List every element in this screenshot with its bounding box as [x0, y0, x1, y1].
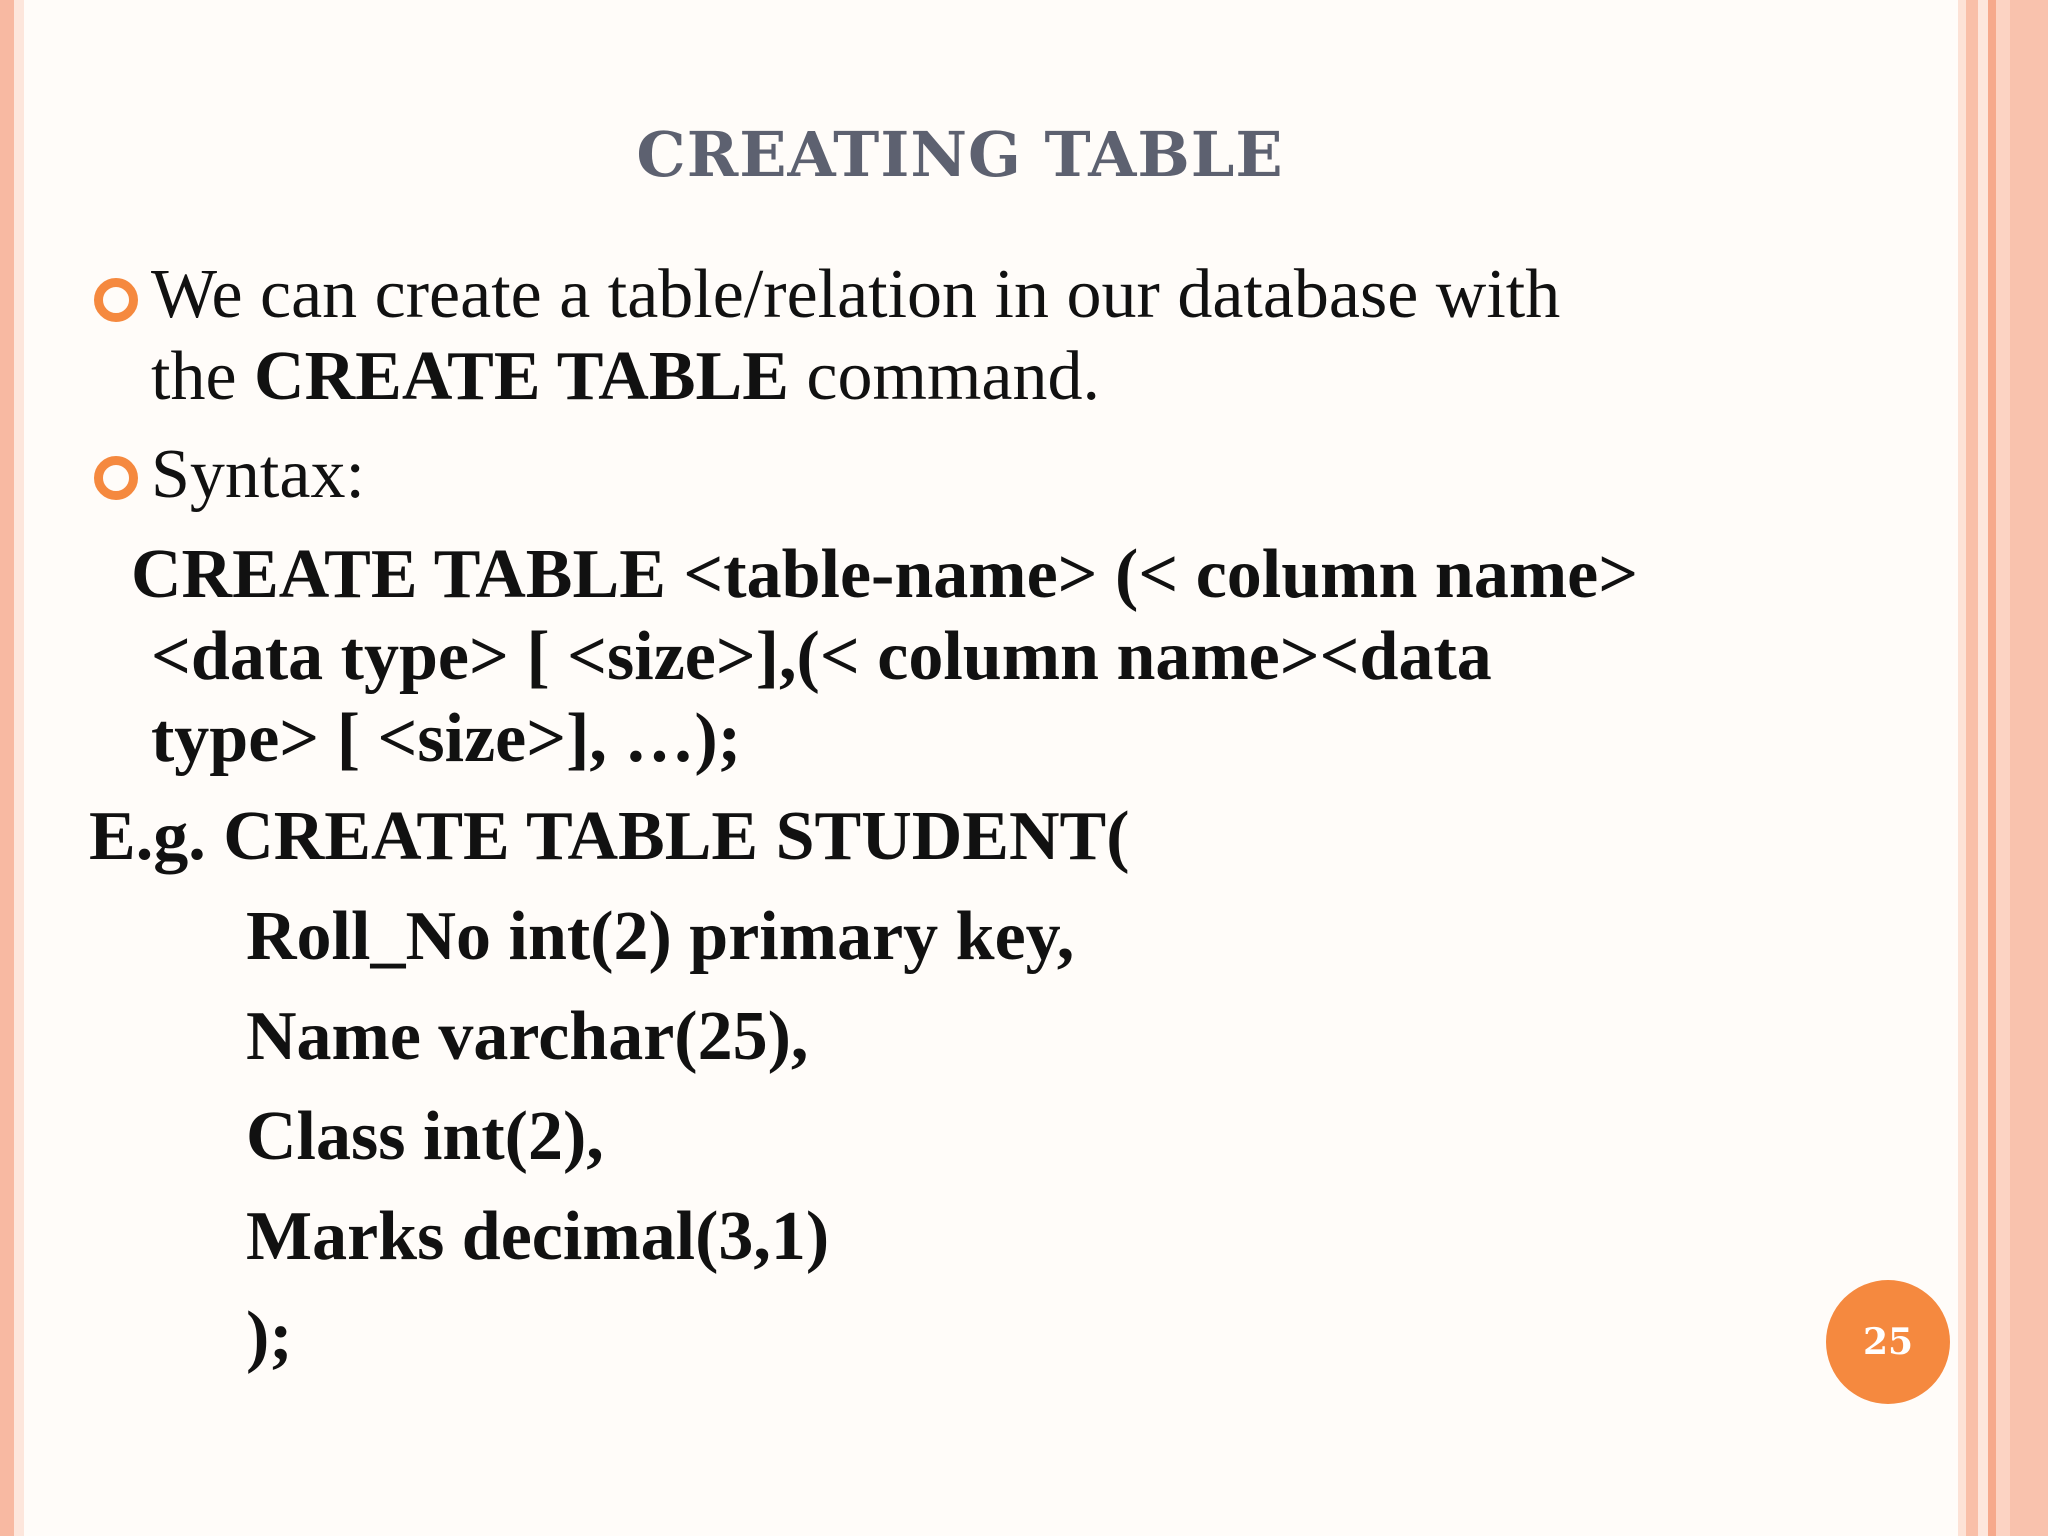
- right-border-stripe-1: [1958, 0, 1966, 1536]
- syntax-line-3: type> [ <size>], …);: [151, 700, 742, 777]
- page-number: 25: [1862, 1321, 1914, 1363]
- left-border-stripe-inner: [14, 0, 24, 1536]
- page-number-badge: [1826, 1280, 1950, 1404]
- example-line-2: Name varchar(25),: [246, 998, 809, 1075]
- right-border-stripe-3: [1978, 0, 1988, 1536]
- right-border-stripe-5: [1996, 0, 2010, 1536]
- right-border-stripe-2: [1966, 0, 1978, 1536]
- bullet-1-line-2-suffix: command.: [788, 338, 1100, 415]
- bullet-1-line-2-prefix: the: [151, 338, 255, 415]
- syntax-label: Syntax:: [151, 436, 365, 513]
- right-border-stripe-6: [2010, 0, 2048, 1536]
- right-border-stripe-4: [1988, 0, 1996, 1536]
- orange-ring-bullet-icon: [94, 278, 138, 322]
- example-line-5: );: [246, 1298, 293, 1375]
- example-line-4: Marks decimal(3,1): [246, 1198, 830, 1275]
- example-line-3: Class int(2),: [246, 1098, 604, 1175]
- orange-ring-bullet-icon: [94, 456, 138, 500]
- left-border-stripe: [0, 0, 14, 1536]
- bullet-1-line-1: We can create a table/relation in our database with: [151, 256, 1561, 333]
- syntax-line-1: CREATE TABLE <table-name> (< column name>: [131, 536, 1639, 613]
- syntax-line-2: <data type> [ <size>],(< column name><data: [151, 618, 1492, 695]
- bullet-1-line-2: [151, 336, 1100, 418]
- slide-title: CREATING TABLE: [636, 118, 1284, 191]
- create-table-keyword: CREATE TABLE: [254, 338, 789, 415]
- example-header: E.g. CREATE TABLE STUDENT(: [89, 798, 1130, 875]
- example-line-1: Roll_No int(2) primary key,: [246, 898, 1075, 975]
